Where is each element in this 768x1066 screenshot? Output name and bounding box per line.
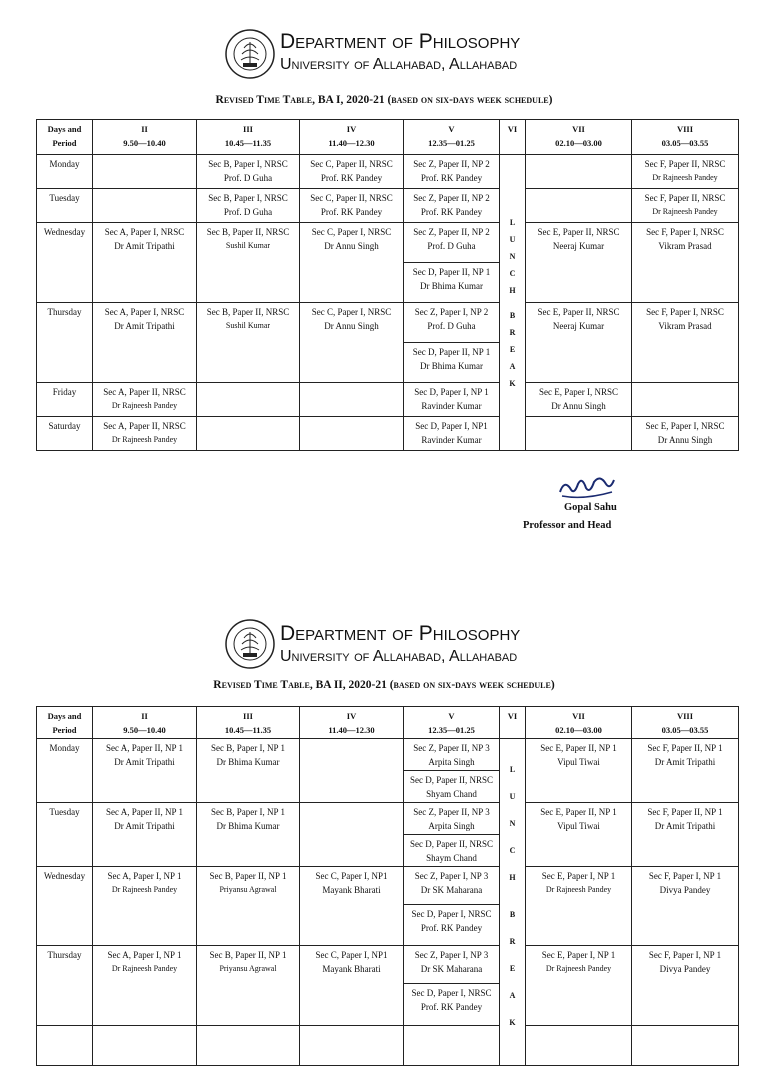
class-cell [632,383,739,417]
period-viii-header: VIII 03.05—03.55 [632,707,739,739]
class-cell: Sec C, Paper I, NRSC Dr Annu Singh [300,223,404,303]
class-cell: Sec Z, Paper II, NP 3 Arpita Singh [404,803,500,835]
class-cell: Sec E, Paper II, NRSC Neeraj Kumar [526,223,632,303]
class-cell [632,1026,739,1066]
day-cell: Wednesday [37,223,93,303]
table-row [37,867,739,905]
class-cell: Sec A, Paper II, NRSC Dr Rajneesh Pandey [93,383,197,417]
period-vii-header: VII 02.10—03.00 [526,120,632,155]
class-cell: Sec E, Paper I, NP 1 Dr Rajneesh Pandey [526,946,632,1026]
university-seal-icon [224,28,276,80]
class-cell: Sec C, Paper II, NRSC Prof. RK Pandey [300,189,404,223]
class-cell: Sec E, Paper I, NRSC Dr Annu Singh [526,383,632,417]
class-cell [300,383,404,417]
period-v-header: V 12.35—01.25 [404,707,500,739]
class-cell: Sec F, Paper I, NRSC Vikram Prasad [632,303,739,383]
class-cell: Sec Z, Paper II, NP 2 Prof. RK Pandey [404,155,500,189]
class-cell [37,1026,93,1066]
class-cell: Sec D, Paper I, NP1 Ravinder Kumar [404,417,500,451]
class-cell: Sec A, Paper I, NP 1 Dr Rajneesh Pandey [93,946,197,1026]
day-cell: Tuesday [37,803,93,867]
timetable-ba2 [36,706,739,1066]
class-cell: Sec D, Paper I, NP 1 Ravinder Kumar [404,383,500,417]
class-cell [197,417,300,451]
timetable-title-1: Revised Time Table, BA I, 2020-21 (based on six-days week schedule) [215,94,553,106]
class-cell: Sec Z, Paper I, NP 2 Prof. D Guha [404,303,500,343]
class-cell: Sec D, Paper II, NRSC Shyam Chand [404,771,500,803]
table-row [37,803,739,835]
class-cell: Sec Z, Paper II, NP 2 Prof. D Guha [404,223,500,263]
class-cell [526,1026,632,1066]
corner-header: Days and Period [37,707,93,739]
class-cell: Sec C, Paper I, NP1 Mayank Bharati [300,867,404,946]
class-cell: Sec D, Paper I, NRSC Prof. RK Pandey [404,984,500,1026]
class-cell: Sec D, Paper II, NP 1 Dr Bhima Kumar [404,343,500,383]
class-cell [526,155,632,189]
class-cell: Sec E, Paper I, NP 1 Dr Rajneesh Pandey [526,867,632,946]
header-2 [0,618,768,688]
class-cell [300,803,404,867]
class-cell: Sec Z, Paper I, NP 3 Dr SK Maharana [404,946,500,984]
class-cell: Sec A, Paper I, NRSC Dr Amit Tripathi [93,223,197,303]
timetable-title-2: Revised Time Table, BA II, 2020-21 (based on six-days week schedule) [213,679,555,691]
class-cell: Sec B, Paper I, NP 1 Dr Bhima Kumar [197,739,300,803]
class-cell: Sec C, Paper I, NP1 Mayank Bharati [300,946,404,1026]
lunch-break-column: L U N C H B R E A K [500,739,526,1066]
day-cell: Saturday [37,417,93,451]
class-cell: Sec C, Paper I, NRSC Dr Annu Singh [300,303,404,383]
class-cell: Sec B, Paper II, NP 1 Priyansu Agrawal [197,946,300,1026]
header-row [37,707,739,739]
period-iv-header: IV 11.40—12.30 [300,707,404,739]
class-cell: Sec F, Paper I, NP 1 Divya Pandey [632,867,739,946]
day-cell: Tuesday [37,189,93,223]
day-cell: Monday [37,739,93,803]
corner-header: Days and Period [37,120,93,155]
class-cell [526,417,632,451]
signatory-designation: Professor and Head [523,520,612,531]
class-cell: Sec B, Paper II, NRSC Sushil Kumar [197,223,300,303]
class-cell [300,417,404,451]
table-row [37,417,739,451]
period-iii-header: III 10.45—11.35 [197,120,300,155]
period-v-header: V 12.35—01.25 [404,120,500,155]
table-row [37,155,739,189]
class-cell: Sec A, Paper I, NP 1 Dr Rajneesh Pandey [93,867,197,946]
period-ii-header: II 9.50—10.40 [93,120,197,155]
signature-mark-icon [556,470,618,504]
class-cell: Sec B, Paper II, NP 1 Priyansu Agrawal [197,867,300,946]
table-row [37,946,739,984]
table-row [37,739,739,771]
class-cell: Sec A, Paper II, NP 1 Dr Amit Tripathi [93,803,197,867]
class-cell: Sec B, Paper II, NRSC Sushil Kumar [197,303,300,383]
lunch-break-column: L U N C H B R E A K [500,155,526,451]
class-cell: Sec A, Paper II, NP 1 Dr Amit Tripathi [93,739,197,803]
header-row [37,120,739,155]
class-cell: Sec Z, Paper I, NP 3 Dr SK Maharana [404,867,500,905]
table-row [37,189,739,223]
class-cell: Sec E, Paper I, NRSC Dr Annu Singh [632,417,739,451]
class-cell: Sec F, Paper I, NP 1 Divya Pandey [632,946,739,1026]
class-cell: Sec E, Paper II, NRSC Neeraj Kumar [526,303,632,383]
day-cell: Wednesday [37,867,93,946]
class-cell: Sec F, Paper II, NP 1 Dr Amit Tripathi [632,739,739,803]
day-cell: Friday [37,383,93,417]
table-row [37,303,739,343]
class-cell: Sec A, Paper I, NRSC Dr Amit Tripathi [93,303,197,383]
class-cell [526,189,632,223]
period-vii-header: VII 02.10—03.00 [526,707,632,739]
class-cell [404,1026,500,1066]
period-iv-header: IV 11.40—12.30 [300,120,404,155]
class-cell: Sec F, Paper II, NRSC Dr Rajneesh Pandey [632,189,739,223]
period-iii-header: III 10.45—11.35 [197,707,300,739]
class-cell: Sec F, Paper II, NRSC Dr Rajneesh Pandey [632,155,739,189]
day-cell: Monday [37,155,93,189]
class-cell: Sec Z, Paper II, NP 3 Arpita Singh [404,739,500,771]
table-row [37,383,739,417]
timetable-ba1 [36,119,739,451]
class-cell: Sec Z, Paper II, NP 2 Prof. RK Pandey [404,189,500,223]
class-cell: Sec E, Paper II, NP 1 Vipul Tiwai [526,739,632,803]
period-vi-header: VI [500,120,526,155]
university-seal-icon [224,618,276,670]
period-vi-header: VI [500,707,526,739]
period-ii-header: II 9.50—10.40 [93,707,197,739]
department-title: Department of Philosophy [280,622,521,645]
class-cell: Sec B, Paper I, NRSC Prof. D Guha [197,189,300,223]
class-cell: Sec D, Paper II, NRSC Shaym Chand [404,835,500,867]
class-cell [197,1026,300,1066]
class-cell [197,383,300,417]
university-name: University of Allahabad, Allahabad [280,56,518,73]
class-cell [93,155,197,189]
class-cell: Sec E, Paper II, NP 1 Vipul Tiwai [526,803,632,867]
class-cell [93,189,197,223]
table-row [37,1026,739,1066]
table-row [37,223,739,263]
university-name: University of Allahabad, Allahabad [280,648,518,665]
class-cell: Sec D, Paper II, NP 1 Dr Bhima Kumar [404,263,500,303]
class-cell: Sec F, Paper II, NP 1 Dr Amit Tripathi [632,803,739,867]
class-cell: Sec B, Paper I, NRSC Prof. D Guha [197,155,300,189]
header-1 [0,24,768,94]
class-cell [300,739,404,803]
class-cell: Sec A, Paper II, NRSC Dr Rajneesh Pandey [93,417,197,451]
period-viii-header: VIII 03.05—03.55 [632,120,739,155]
class-cell [93,1026,197,1066]
class-cell [300,1026,404,1066]
day-cell: Thursday [37,946,93,1026]
signatory-name: Gopal Sahu [564,502,617,513]
class-cell: Sec B, Paper I, NP 1 Dr Bhima Kumar [197,803,300,867]
day-cell: Thursday [37,303,93,383]
class-cell: Sec F, Paper I, NRSC Vikram Prasad [632,223,739,303]
department-title: Department of Philosophy [280,30,521,53]
class-cell: Sec D, Paper I, NRSC Prof. RK Pandey [404,905,500,946]
class-cell: Sec C, Paper II, NRSC Prof. RK Pandey [300,155,404,189]
